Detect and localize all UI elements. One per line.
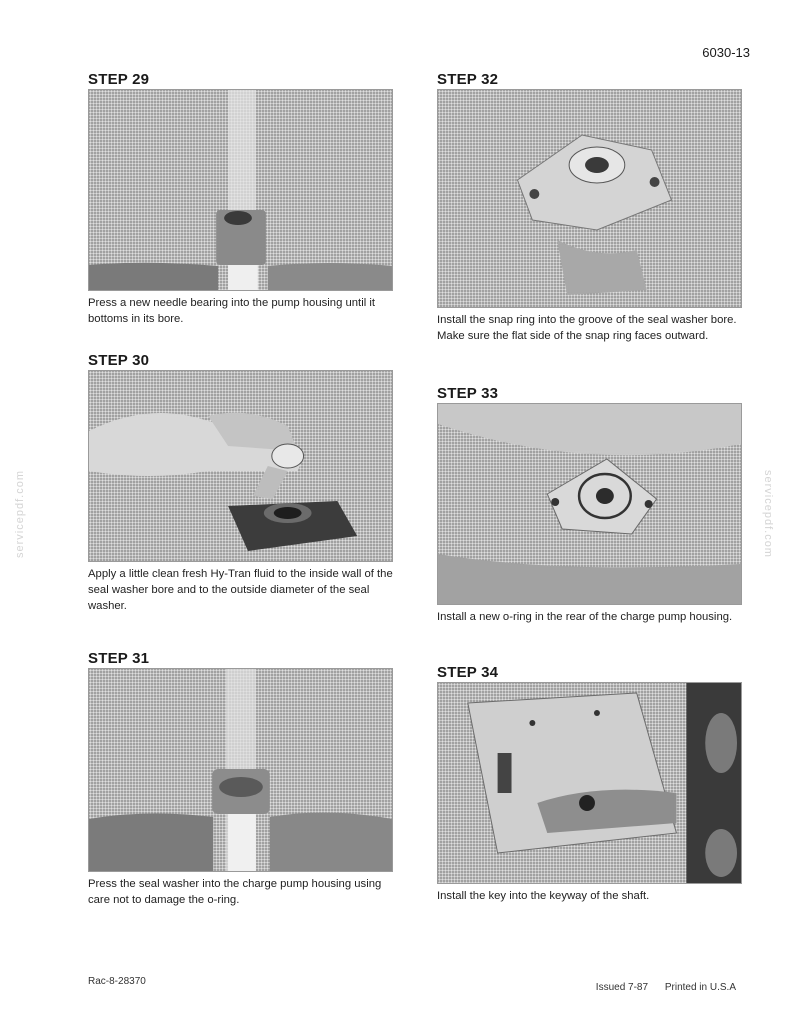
step-title: STEP 29 (88, 71, 150, 88)
step-30-photo (88, 370, 393, 562)
printed-location: Printed in U.S.A (664, 982, 736, 993)
step-caption: Install the snap ring into the groove of the seal washer bore. Make sure the flat side of the snap ring faces outward. (437, 314, 737, 342)
step-caption: Install a new o-ring in the rear of the charge pump housing. (437, 611, 733, 623)
step-caption: Apply a little clean fresh Hy-Tran fluid to the inside wall of the seal washer bore and to the outside diameter of the seal washer. (88, 568, 393, 612)
step-caption: Press the seal washer into the charge pump housing using care not to damage the o-ring. (88, 878, 382, 906)
step-title: STEP 32 (437, 71, 499, 88)
step-31 (88, 650, 393, 908)
page-number: 6030-13 (702, 45, 750, 60)
step-32-photo (437, 89, 742, 308)
step-29-photo (88, 89, 393, 291)
step-title: STEP 31 (88, 650, 150, 667)
step-caption: Install the key into the keyway of the shaft. (437, 890, 650, 902)
step-29 (88, 71, 393, 327)
footer-issue-info (596, 982, 736, 993)
step-34 (437, 664, 742, 904)
step-31-photo (88, 668, 393, 872)
step-30 (88, 352, 393, 614)
step-title: STEP 34 (437, 664, 499, 681)
step-caption: Press a new needle bearing into the pump housing until it bottoms in its bore. (88, 297, 376, 325)
document-id: Rac-8-28370 (88, 976, 146, 987)
step-34-photo (437, 682, 742, 884)
watermark-left: servicepdf.com (14, 470, 26, 558)
step-32 (437, 71, 742, 344)
step-title: STEP 33 (437, 385, 499, 402)
issued-date: Issued 7-87 (595, 982, 649, 993)
step-title: STEP 30 (88, 352, 150, 369)
watermark-right: servicepdf.com (762, 470, 774, 558)
step-33 (437, 385, 742, 625)
step-33-photo (437, 403, 742, 605)
